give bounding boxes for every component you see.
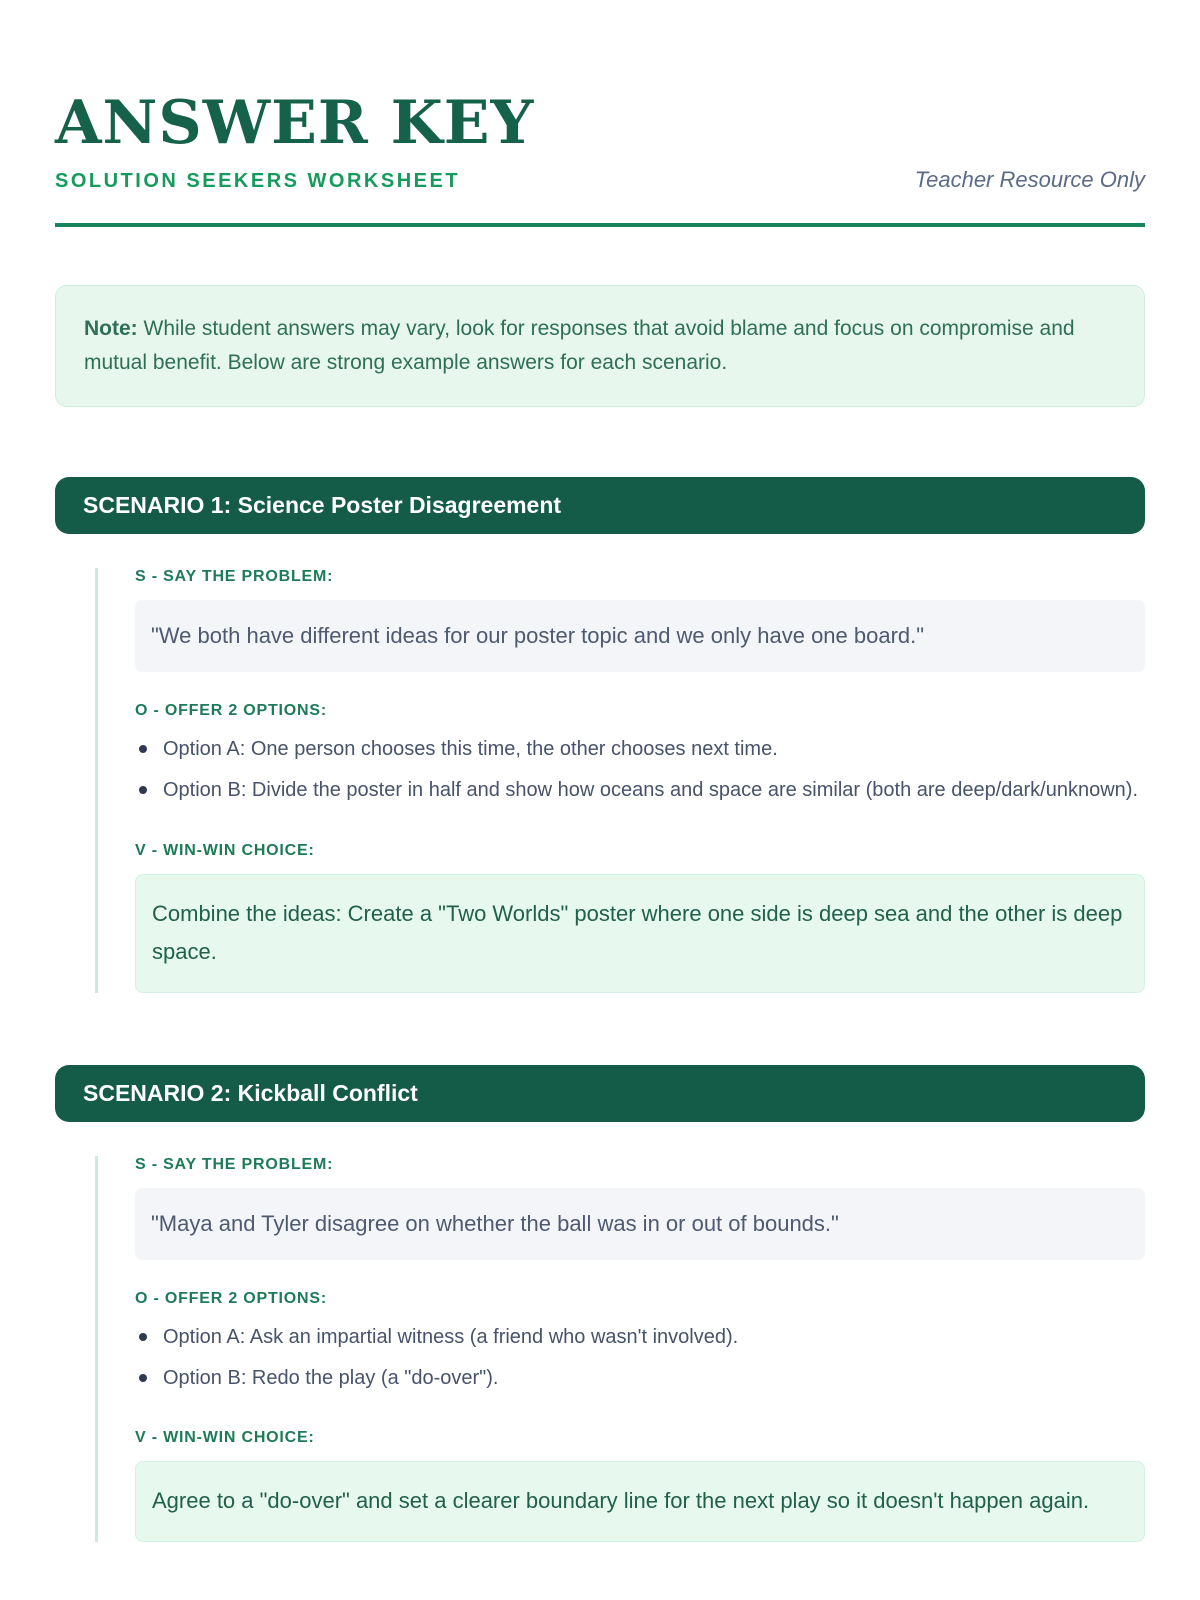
option-b-item: Option B: Divide the poster in half and show how oceans and space are similar (both are deep/dark/unknown). — [135, 775, 1145, 805]
note-label: Note: — [84, 317, 138, 340]
header-row — [55, 167, 1145, 193]
scenario-1-header: SCENARIO 1: Science Poster Disagreement — [55, 477, 1145, 534]
say-problem-answer: "Maya and Tyler disagree on whether the ball was in or out of bounds." — [135, 1188, 1145, 1260]
options-list — [135, 734, 1145, 806]
option-a-item: Option A: Ask an impartial witness (a friend who wasn't involved). — [135, 1322, 1145, 1352]
say-problem-label: S - SAY THE PROBLEM: — [135, 568, 334, 586]
scenario-2-body — [95, 1156, 1145, 1542]
options-list — [135, 1322, 1145, 1394]
page-header — [55, 0, 1145, 227]
option-a-item: Option A: One person chooses this time, the other chooses next time. — [135, 734, 1145, 764]
offer-options-label: O - OFFER 2 OPTIONS: — [135, 701, 328, 719]
win-win-answer: Agree to a "do-over" and set a clearer boundary line for the next play so it doesn't happen again. — [135, 1461, 1145, 1542]
win-win-answer: Combine the ideas: Create a "Two Worlds" poster where one side is deep sea and the other is deep space. — [135, 874, 1145, 993]
win-win-label: V - WIN-WIN CHOICE: — [135, 841, 315, 859]
note-text: While student answers may vary, look for responses that avoid blame and focus on compromise and mutual benefit. Below are strong example answers for each scenario. — [84, 317, 1075, 375]
scenario-2-section — [55, 1065, 1145, 1542]
teacher-resource-badge: Teacher Resource Only — [914, 167, 1145, 192]
scenario-1-section — [55, 477, 1145, 993]
offer-options-label: O - OFFER 2 OPTIONS: — [135, 1289, 328, 1307]
page-title: ANSWER KEY — [55, 88, 535, 158]
win-win-label: V - WIN-WIN CHOICE: — [135, 1429, 315, 1447]
scenario-1-body — [95, 568, 1145, 993]
option-b-item: Option B: Redo the play (a "do-over"). — [135, 1363, 1145, 1393]
page-subtitle: SOLUTION SEEKERS WORKSHEET — [55, 170, 461, 192]
header-divider — [55, 223, 1145, 227]
say-problem-answer: "We both have different ideas for our poster topic and we only have one board." — [135, 600, 1145, 672]
note-callout — [55, 285, 1145, 407]
say-problem-label: S - SAY THE PROBLEM: — [135, 1155, 334, 1173]
scenario-2-header: SCENARIO 2: Kickball Conflict — [55, 1065, 1145, 1122]
